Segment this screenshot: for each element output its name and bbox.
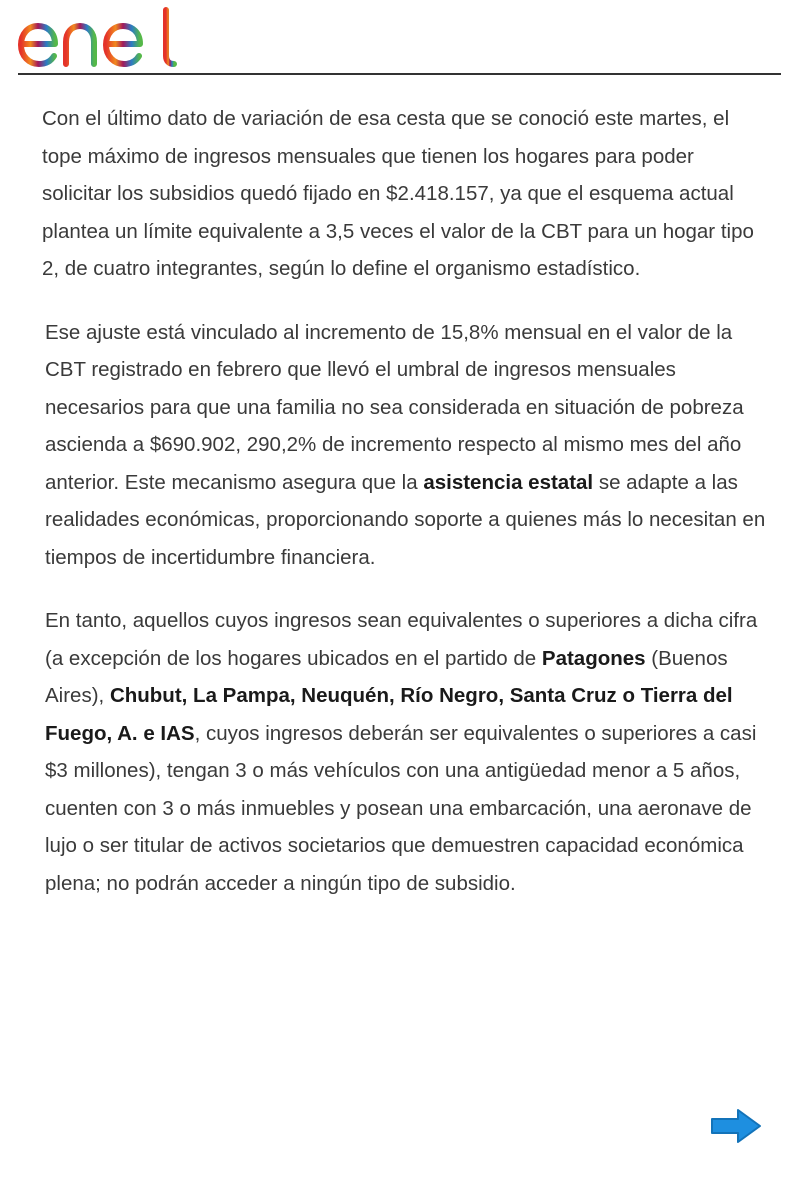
article-body [42, 100, 766, 928]
paragraph-3-text-c: , cuyos ingresos deberán ser equivalentes o superiores a casi $3 millones), tengan 3 o más vehículos con una antigüedad menor a 5 años, cuenten con 3 o más inmuebles y posean una embarcación, una aeronave de lujo o ser titular de activos societarios que demuestren capacidad económica plena; no podrán acceder a ningún tipo de subsidio. [45, 721, 757, 895]
highlight-patagones: Patagones [541, 646, 646, 670]
enel-logo [16, 6, 186, 70]
site-header [0, 0, 800, 76]
paragraph-2-text-b: se adapte a las realidades económicas, proporcionando soporte a quienes más lo necesitan en tiempos de incertidumbre financiera. [45, 470, 766, 569]
highlight-provinces: Chubut, La Pampa, Neuquén, Río Negro, Santa Cruz o Tierra del Fuego, A. e IAS [45, 684, 733, 745]
next-page-button[interactable] [708, 1108, 762, 1144]
paragraph-2 [42, 314, 766, 577]
paragraph-3-text-a: En tanto, aquellos cuyos ingresos sean equivalentes o superiores a dicha cifra (a excepción de los hogares ubicados en el partido de [45, 609, 758, 670]
highlight-asistencia-estatal: asistencia estatal [423, 470, 594, 494]
paragraph-3 [42, 602, 766, 902]
paragraph-3-text-b: (Buenos Aires), [45, 646, 728, 707]
arrow-right-icon [708, 1108, 762, 1144]
paragraph-2-text-a: Ese ajuste está vinculado al incremento de 15,8% mensual en el valor de la CBT registrado en febrero que llevó el umbral de ingresos mensuales necesarios para que una familia no sea considerada en situación de pobreza ascienda a $690.902, 290,2% de incremento respecto al mismo mes del año anterior. Este mecanismo asegura que la [45, 320, 744, 494]
header-divider [18, 73, 781, 75]
paragraph-1 [42, 100, 766, 288]
paragraph-1-text: Con el último dato de variación de esa cesta que se conoció este martes, el tope máximo de ingresos mensuales que tienen los hogares para poder solicitar los subsidios quedó fijado en $2.418.157, ya que el esquema actual plantea un límite equivalente a 3,5 veces el valor de la CBT para un hogar tipo 2, de cuatro integrantes, según lo define el organismo estadístico. [42, 107, 754, 280]
